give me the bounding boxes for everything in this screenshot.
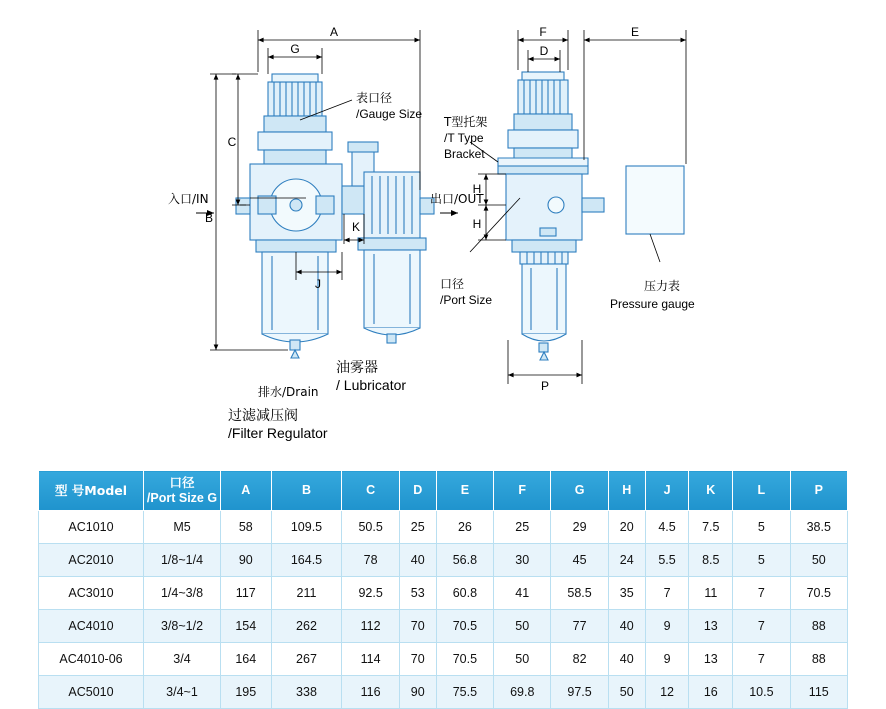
cell-B: 164.5 (271, 544, 342, 577)
table-row (39, 676, 848, 709)
table-row (39, 577, 848, 610)
cell-L: 5 (733, 544, 790, 577)
cell-J: 4.5 (645, 511, 689, 544)
cell-B: 109.5 (271, 511, 342, 544)
cell-A: 195 (221, 676, 272, 709)
cell-model: AC4010-06 (39, 643, 144, 676)
cell-C: 78 (342, 544, 399, 577)
cell-P: 88 (790, 610, 847, 643)
cell-A: 117 (221, 577, 272, 610)
cell-C: 112 (342, 610, 399, 643)
filter-regulator-label-cn: 过滤减压阀 (228, 408, 298, 424)
cell-P: 70.5 (790, 577, 847, 610)
pressure-gauge-label-en: Pressure gauge (610, 297, 695, 311)
t-bracket-label-en1: /T Type (444, 131, 484, 145)
gauge-size-label-cn: 表口径 (356, 91, 393, 105)
dim-A: A (329, 25, 339, 39)
cell-D: 70 (399, 610, 436, 643)
table-row (39, 544, 848, 577)
cell-C: 114 (342, 643, 399, 676)
cell-J: 9 (645, 610, 689, 643)
cell-F: 30 (494, 544, 551, 577)
cell-J: 5.5 (645, 544, 689, 577)
cell-K: 16 (689, 676, 733, 709)
col-C: C (342, 471, 399, 511)
drain-label: 排水/Drain (258, 385, 319, 399)
dim-F: F (539, 25, 547, 39)
cell-K: 7.5 (689, 511, 733, 544)
cell-E: 75.5 (436, 676, 493, 709)
port-size-label-en: /Port Size (440, 293, 493, 307)
cell-model: AC5010 (39, 676, 144, 709)
cell-H: 50 (608, 676, 645, 709)
cell-F: 50 (494, 610, 551, 643)
cell-H: 35 (608, 577, 645, 610)
cell-P: 50 (790, 544, 847, 577)
cell-L: 7 (733, 610, 790, 643)
col-G: G (551, 471, 608, 511)
cell-A: 154 (221, 610, 272, 643)
pressure-gauge-label-cn: 压力表 (644, 279, 681, 293)
col-H: H (608, 471, 645, 511)
cell-E: 26 (436, 511, 493, 544)
cell-K: 8.5 (689, 544, 733, 577)
cell-F: 69.8 (494, 676, 551, 709)
cell-P: 88 (790, 643, 847, 676)
dim-H-bottom: H (472, 217, 482, 231)
col-B: B (271, 471, 342, 511)
cell-A: 164 (221, 643, 272, 676)
col-J: J (645, 471, 689, 511)
cell-D: 40 (399, 544, 436, 577)
t-bracket-label-en2: Bracket (444, 147, 485, 161)
cell-L: 7 (733, 577, 790, 610)
dim-J: J (315, 277, 321, 291)
cell-F: 25 (494, 511, 551, 544)
cell-D: 25 (399, 511, 436, 544)
cell-H: 20 (608, 511, 645, 544)
dimension-table (38, 470, 848, 709)
cell-H: 40 (608, 643, 645, 676)
col-model: 型 号Model (39, 471, 144, 511)
cell-model: AC4010 (39, 610, 144, 643)
dim-B: B (204, 211, 214, 225)
cell-B: 211 (271, 577, 342, 610)
cell-L: 7 (733, 643, 790, 676)
cell-C: 116 (342, 676, 399, 709)
dim-D: D (539, 44, 549, 58)
table-row (39, 511, 848, 544)
filter-regulator-label-en: /Filter Regulator (228, 425, 328, 441)
lubricator-label-en: / Lubricator (336, 377, 407, 393)
cell-E: 60.8 (436, 577, 493, 610)
cell-A: 90 (221, 544, 272, 577)
cell-P: 38.5 (790, 511, 847, 544)
cell-G: 82 (551, 643, 608, 676)
gauge-size-label-en: /Gauge Size (356, 107, 423, 121)
cell-P: 115 (790, 676, 847, 709)
table-header-row (39, 471, 848, 511)
cell-D: 53 (399, 577, 436, 610)
cell-port-size: M5 (144, 511, 221, 544)
col-L: L (733, 471, 790, 511)
cell-B: 338 (271, 676, 342, 709)
table-row (39, 610, 848, 643)
cell-B: 262 (271, 610, 342, 643)
dim-K: K (351, 220, 361, 234)
cell-K: 13 (689, 643, 733, 676)
col-A: A (221, 471, 272, 511)
cell-H: 24 (608, 544, 645, 577)
dim-H-top: H (472, 182, 482, 196)
col-port-size: 口径 /Port Size G (144, 471, 221, 511)
col-P: P (790, 471, 847, 511)
cell-E: 70.5 (436, 610, 493, 643)
outlet-label: 出口/OUT (430, 192, 484, 206)
t-bracket-label-cn: T型托架 (444, 115, 488, 129)
dim-P: P (540, 379, 550, 393)
cell-F: 50 (494, 643, 551, 676)
cell-port-size: 3/4~1 (144, 676, 221, 709)
cell-G: 77 (551, 610, 608, 643)
cell-port-size: 3/4 (144, 643, 221, 676)
cell-K: 13 (689, 610, 733, 643)
cell-model: AC2010 (39, 544, 144, 577)
cell-D: 90 (399, 676, 436, 709)
cell-K: 11 (689, 577, 733, 610)
cell-model: AC3010 (39, 577, 144, 610)
cell-J: 9 (645, 643, 689, 676)
cell-A: 58 (221, 511, 272, 544)
port-size-label-cn: 口径 (440, 277, 465, 291)
cell-port-size: 1/8~1/4 (144, 544, 221, 577)
cell-E: 56.8 (436, 544, 493, 577)
cell-B: 267 (271, 643, 342, 676)
table-row (39, 643, 848, 676)
dim-E: E (630, 25, 640, 39)
dim-G: G (290, 42, 300, 56)
cell-J: 7 (645, 577, 689, 610)
cell-H: 40 (608, 610, 645, 643)
cell-G: 58.5 (551, 577, 608, 610)
cell-C: 50.5 (342, 511, 399, 544)
cell-port-size: 1/4~3/8 (144, 577, 221, 610)
cell-G: 45 (551, 544, 608, 577)
cell-L: 10.5 (733, 676, 790, 709)
col-E: E (436, 471, 493, 511)
cell-model: AC1010 (39, 511, 144, 544)
lubricator-label-cn: 油雾器 (336, 360, 378, 376)
cell-J: 12 (645, 676, 689, 709)
cell-E: 70.5 (436, 643, 493, 676)
cell-C: 92.5 (342, 577, 399, 610)
cell-L: 5 (733, 511, 790, 544)
col-F: F (494, 471, 551, 511)
cell-G: 29 (551, 511, 608, 544)
cell-port-size: 3/8~1/2 (144, 610, 221, 643)
col-K: K (689, 471, 733, 511)
cell-G: 97.5 (551, 676, 608, 709)
inlet-label: 入口/IN (168, 192, 209, 206)
col-D: D (399, 471, 436, 511)
dim-C: C (227, 135, 237, 149)
cell-F: 41 (494, 577, 551, 610)
cell-D: 70 (399, 643, 436, 676)
